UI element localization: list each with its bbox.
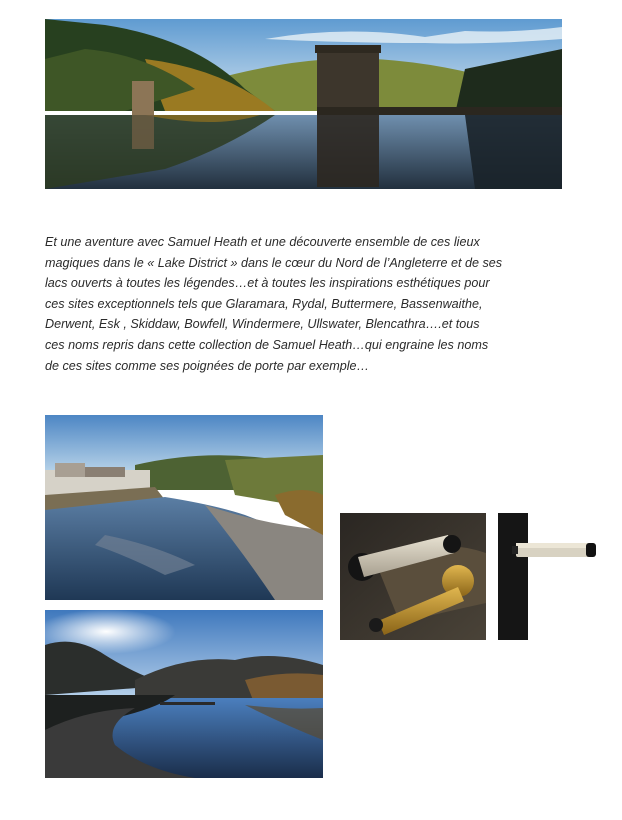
article-line: Derwent, Esk , Skiddaw, Bowfell, Windermere, Ullswater, Blencathra….et tous (45, 317, 480, 332)
door-handles-photo (340, 513, 486, 640)
door-handle-backplate-photo (498, 513, 598, 640)
article-line: ces sites exceptionnels tels que Glaramara, Rydal, Buttermere, Bassenwaithe, (45, 296, 483, 311)
article-line: de ces sites comme ses poignées de porte par exemple… (45, 358, 370, 373)
lake-towers-photo (45, 19, 562, 189)
article-line: ces noms repris dans cette collection de Samuel Heath…qui engraine les noms (45, 337, 489, 352)
article-line: magiques dans le « Lake District » dans le cœur du Nord de l’Angleterre et de ses (45, 255, 503, 270)
article-line: lacs ouverts à toutes les légendes…et à toutes les inspirations esthétiques pour (45, 276, 490, 291)
mountain-lake-photo (45, 610, 323, 778)
village-river-photo (45, 415, 323, 600)
article-paragraph (45, 232, 575, 376)
article-line: Et une aventure avec Samuel Heath et une découverte ensemble de ces lieux (45, 235, 480, 249)
